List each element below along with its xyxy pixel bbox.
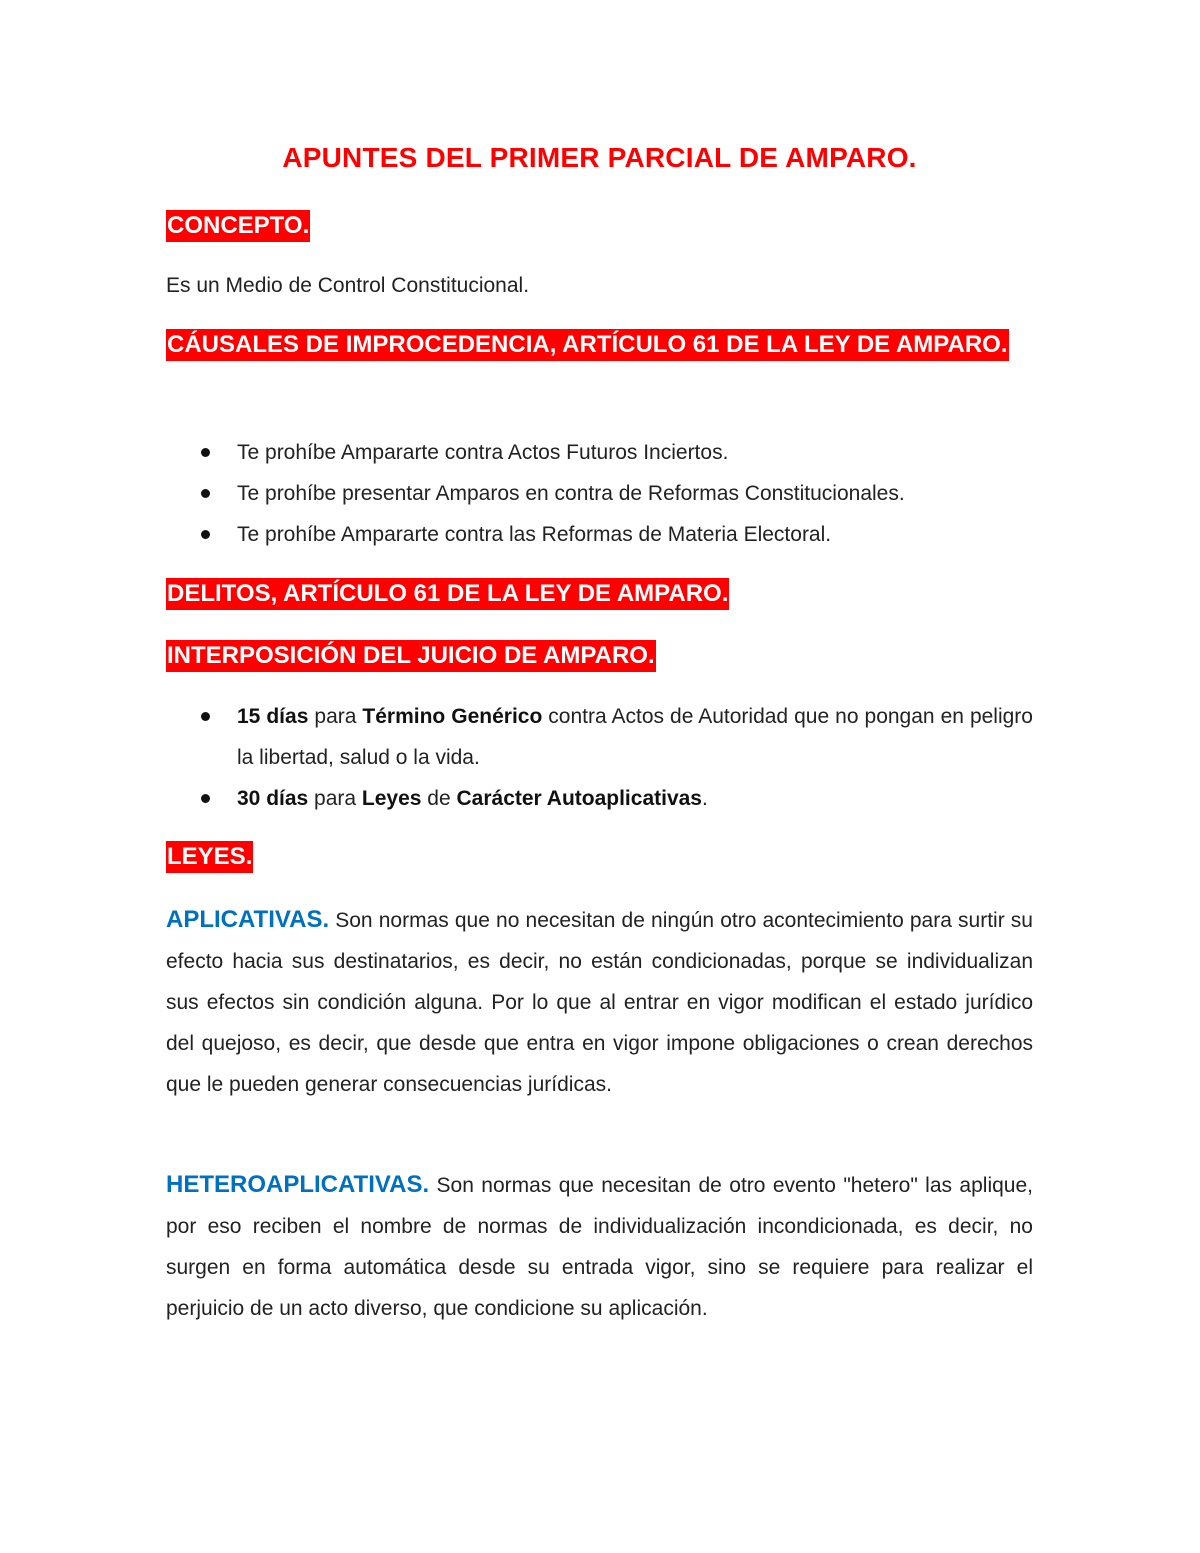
bullet-icon (201, 489, 210, 498)
heading-causales-label: CÁUSALES DE IMPROCEDENCIA, ARTÍCULO 61 DE LA LEY DE AMPARO. (166, 329, 1009, 361)
connector-text: . (702, 787, 708, 810)
list-item-text: Te prohíbe Ampararte contra Actos Futuros Inciertos. (237, 441, 729, 464)
days-30: 30 días (237, 787, 309, 810)
leyes-term: Leyes (361, 787, 422, 810)
document-title: APUNTES DEL PRIMER PARCIAL DE AMPARO. (282, 142, 917, 173)
heading-delitos-label: DELITOS, ARTÍCULO 61 DE LA LEY DE AMPARO. (166, 578, 729, 610)
heading-delitos (166, 571, 729, 617)
heading-causales (166, 322, 1033, 368)
interposicion-list (166, 696, 1033, 819)
list-item (166, 778, 1033, 819)
heading-interposicion-label: INTERPOSICIÓN DEL JUICIO DE AMPARO. (166, 640, 656, 672)
heteroaplicativas-term: HETEROAPLICATIVAS. (166, 1171, 430, 1198)
bullet-icon (201, 530, 210, 539)
list-item (166, 696, 1033, 778)
list-item-text: Te prohíbe Ampararte contra las Reformas de Materia Electoral. (237, 523, 832, 546)
list-item (166, 432, 1033, 473)
termino-generico: Término Genérico (362, 705, 543, 728)
connector-text: de (421, 787, 457, 810)
heading-concepto-label: CONCEPTO. (166, 210, 310, 242)
bullet-icon (201, 448, 210, 457)
heteroaplicativas-paragraph (166, 1164, 1033, 1329)
heading-concepto (166, 203, 310, 249)
aplicativas-text: Son normas que no necesitan de ningún otro acontecimiento para surtir su efecto hacia sus destinatarios, es decir, no están condicionadas, porque se individualizan sus efectos sin condición alguna. Por lo que al entrar en vigor modifican el estado jurídico del quejoso, es decir, que desde que entra en vigor impone obligaciones o crean derechos que le pueden generar consecuencias jurídicas. (166, 909, 1033, 1096)
list-item (166, 514, 1033, 555)
caracter-term: Carácter Autoaplicativas (456, 787, 702, 810)
concepto-text: Es un Medio de Control Constitucional. (166, 274, 530, 297)
list-item (166, 473, 1033, 514)
list-item-text: Te prohíbe presentar Amparos en contra de Reformas Constitucionales. (237, 482, 905, 505)
connector-text: para (308, 705, 363, 728)
item-rest-text: contra Actos de Autoridad que no pongan en peligro la libertad, salud o la vida. (237, 705, 1033, 769)
causales-list (166, 432, 1033, 555)
bullet-icon (201, 712, 210, 721)
days-15: 15 días (237, 705, 309, 728)
connector-text: para (308, 787, 362, 810)
aplicativas-term: APLICATIVAS. (166, 906, 330, 933)
aplicativas-paragraph (166, 899, 1033, 1105)
heading-leyes-label: LEYES. (166, 841, 253, 873)
heading-interposicion (166, 633, 656, 679)
bullet-icon (201, 794, 210, 803)
heading-leyes (166, 834, 253, 880)
document-page (166, 0, 1033, 1553)
heteroaplicativas-text: Son normas que necesitan de otro evento "hetero" las aplique, por eso reciben el nombre de normas de individualización incondicionada, es decir, no surgen en forma automática desde su entrada vigor, sino se requiere para realizar el perjuicio de un acto diverso, que condicione su aplicación. (166, 1174, 1033, 1320)
